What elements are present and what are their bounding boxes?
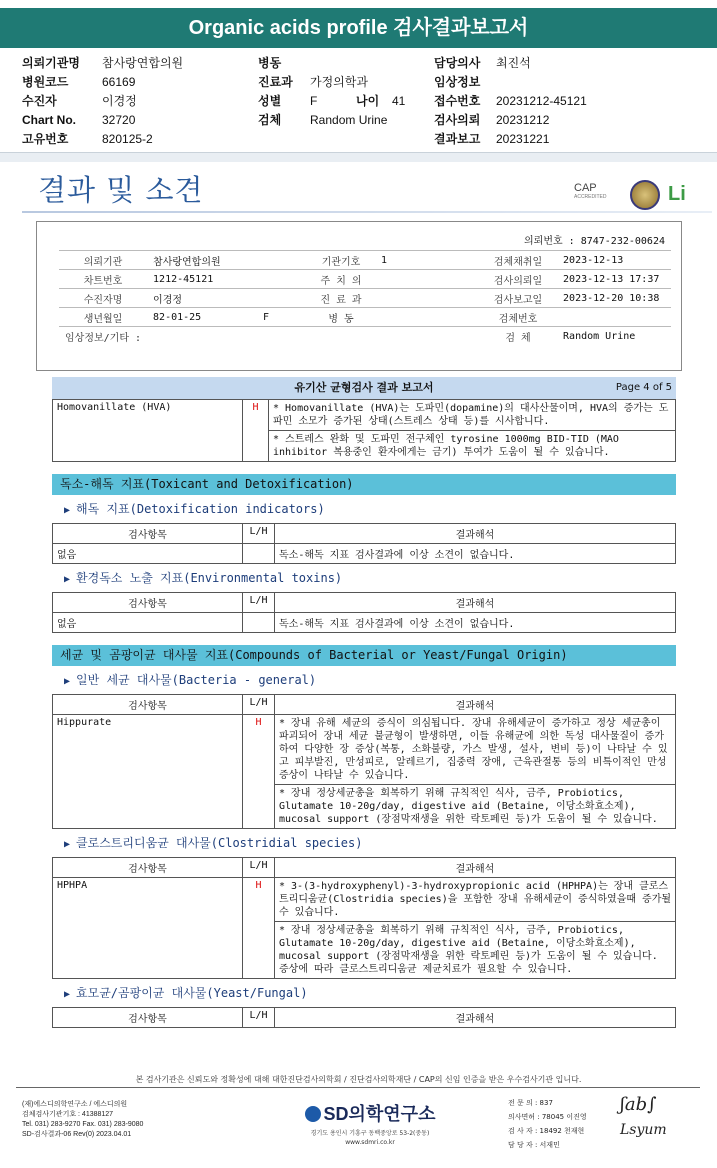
brand-block [280,1100,460,1146]
triangle-bullet-icon: ▶ [64,839,71,850]
signatories: 전 문 의 : 837 의사면허 : 78045 이진영 검 사 자 : 18492 천재현 담 당 자 : 서재민 [508,1099,587,1149]
result-section-title: 결과 및 소견 [38,173,204,207]
table-row: 없음 독소-해독 지표 검사결과에 이상 소견이 없습니다. [53,544,676,564]
test-item: Hippurate [53,715,243,829]
li-logo: Li [668,183,686,205]
header-value: 32720 [102,113,136,127]
header-col-2 [258,54,405,130]
subsection-bacteria-general: ▶ 일반 세균 대사물(Bacteria - general) [64,673,317,687]
header-key: Chart No. [22,113,76,127]
header-key: 진료과 [258,75,293,89]
detox-table [52,523,676,564]
table-row [53,400,676,431]
bacteria-table [52,694,676,829]
table-header-row: 검사항목 L/H 결과해석 [53,695,676,715]
interpretation: * 장내 정상세균총을 회복하기 위해 규칙적인 식사, 금주, Probiotics, Glutamate 10-20g/day, digestive aid (Betaine, 이당소화효소제), mucosal support (장점막재생을 위한 락토페린 등)가 도움이 될 수 있습니다. [275,785,676,829]
table-row: 없음 독소-해독 지표 검사결과에 이상 소견이 없습니다. [53,613,676,633]
accreditation-note: 본 검사기관은 신뢰도와 정확성에 대해 대한진단검사의학회 / 진단검사의학재단 / CAP의 신임 인증을 받은 우수검사기관 입니다. [135,1075,582,1084]
header-value: 참사랑연합의원 [102,56,184,70]
subsection-detox: ▶ 해독 지표(Detoxification indicators) [64,502,325,516]
header-key: 병동 [258,56,282,70]
test-item: HPHPA [53,878,243,979]
header-value: 66169 [102,75,136,89]
info-row: 의뢰기관 참사랑연합의원 기관기호 1 검체채취일 2023-12-13 [59,251,671,270]
header-value: Random Urine [310,113,388,127]
triangle-bullet-icon: ▶ [64,676,71,687]
section-bacterial-fungal: 세균 및 곰팡이균 대사물 지표(Compounds of Bacterial or Yeast/Fungal Origin) [52,645,676,666]
subsection-clostridial: ▶ 클로스트리디움균 대사물(Clostridial species) [64,836,363,850]
report-heading [52,377,676,399]
interpretation: * 스트레스 완화 및 도파민 전구체인 tyrosine 1000mg BID-TID (MAO inhibitor 복용중인 환자에게는 금기) 투여가 도움이 될 수 있습니다. [269,431,676,462]
header-key: 임상정보 [434,75,481,89]
header-col-1 [22,54,183,149]
request-info-box [36,221,682,371]
report-body [52,377,676,1028]
header-value: 20231212-45121 [496,94,587,108]
table-row [53,715,676,785]
footer-divider [16,1087,700,1088]
header-value: 가정의학과 [310,75,368,89]
header-key: 수진자 [22,94,57,108]
flag-high: H [243,715,275,829]
header-divider [0,152,717,162]
info-row: 임상정보/기타 : 검 체 Random Urine [59,327,671,346]
age-label: 나이 [356,94,380,108]
institution-info: (재)에스디의학연구소 / 에스디의원 검체검사기관기호 : 41388127 Tel. 031) 283-9270 Fax. 031) 283-9080 SD-검사결과-06 Rev(0) 2023.04.01 [22,1101,144,1138]
age-value: 41 [392,94,406,108]
triangle-bullet-icon: ▶ [64,989,71,1000]
header-key: 결과보고 [434,132,481,146]
signature-2: Lsyum [620,1122,667,1138]
page-indicator: Page 4 of 5 [615,382,672,393]
sd-logo: SD의학연구소 [280,1100,460,1126]
report-title: Organic acids profile 검사결과보고서 [0,8,717,48]
header-key: 의뢰기관명 [22,56,80,70]
section-toxicant: 독소-해독 지표(Toxicant and Detoxification) [52,474,676,495]
header-value: 이경정 [102,94,137,108]
seal-logo [630,180,660,210]
header-value: F [310,94,318,108]
interpretation: * 장내 유해 세균의 증식이 의심됩니다. 장내 유해세균이 증가하고 정상 세균총이 파괴되어 장내 세균 불균형이 발생하면, 이들 유해균에 의한 독성 대사물질이 증가하여 다양한 장 증상(복통, 소화불량, 가스 발생, 설사, 변비 등)이 나타날 수 있고 피부발진, 만성피로, 알레르기, 집중력 장애, 근육관절통 등의 비특이적인 만성증상이 나타날 수 있습니다. [275,715,676,785]
cap-logo: CAP ACCREDITED [574,182,607,200]
subsection-environmental: ▶ 환경독소 노출 지표(Environmental toxins) [64,571,343,585]
request-number: 의뢰번호 : 8747-232-00624 [524,236,665,247]
info-row: 차트번호 1212-45121 주 치 의 검사의뢰일 2023-12-13 17:37 [59,270,671,289]
header-key: 담당의사 [434,56,481,70]
info-row: 생년월일 82-01-25 F 병 동 검체번호 [59,308,671,327]
yeast-table [52,1007,676,1028]
header-key: 검체 [258,113,282,127]
flag-high: H [243,878,275,979]
header-value: 20231212 [496,113,550,127]
interpretation: * 3-(3-hydroxyphenyl)-3-hydroxypropionic acid (HPHPA)는 장내 클로스트리디움균(Clostridia species)을 포함한 장내 유해세균이 증식하였을때 증가될 수 있습니다. [275,878,676,922]
table-header-row: 검사항목 L/H 결과해석 [53,593,676,613]
title-underline [22,211,712,213]
header-value: 최진석 [496,56,531,70]
header-key: 접수번호 [434,94,481,108]
table-header-row: 검사항목 L/H 결과해석 [53,1008,676,1028]
sd-logo-mark-icon [305,1106,321,1122]
brand-address: 경기도 용인시 기흥구 동백중앙로 53-2(중동) [310,1130,430,1137]
table-header-row: 검사항목 L/H 결과해석 [53,858,676,878]
table-header-row: 검사항목 L/H 결과해석 [53,524,676,544]
header-key: 검사의뢰 [434,113,481,127]
test-item: Homovanillate (HVA) [53,400,243,462]
header-key: 병원코드 [22,75,69,89]
header-key: 고유번호 [22,132,69,146]
flag-high: H [243,400,269,462]
subsection-yeast-fungal: ▶ 효모균/곰팡이균 대사물(Yeast/Fungal) [64,986,308,1000]
hva-table [52,399,676,462]
interpretation: * 장내 정상세균총을 회복하기 위해 규칙적인 식사, 금주, Probiotics, Glutamate 10-20g/day, digestive aid (Betaine, 이당소화효소제), mucosal support (장점막재생을 위한 락토페린 등)가 도움이 될 수 있습니다. 증상에 따라 클로스트리디움균 제균치료가 필요할 수 있습니다. [275,922,676,979]
brand-website: www.sdmri.co.kr [345,1139,395,1146]
environmental-table [52,592,676,633]
header-value: 20231221 [496,132,550,146]
report-heading-text: 유기산 균형검사 결과 보고서 [294,381,434,394]
table-row [53,878,676,922]
triangle-bullet-icon: ▶ [64,505,71,516]
header-value: 820125-2 [102,132,153,146]
signature-1: ʃab∫ [620,1094,657,1115]
info-row: 수진자명 이경정 진 료 과 검사보고일 2023-12-20 10:38 [59,289,671,308]
header-col-3 [434,54,587,149]
request-info-table [59,250,671,346]
clostridial-table [52,857,676,979]
triangle-bullet-icon: ▶ [64,574,71,585]
header-key: 성별 [258,94,282,108]
interpretation: * Homovanillate (HVA)는 도파민(dopamine)의 대사산물이며, HVA의 증가는 도파민 소모가 증가된 상태(스트레스 상태 등)를 시사합니다. [269,400,676,431]
